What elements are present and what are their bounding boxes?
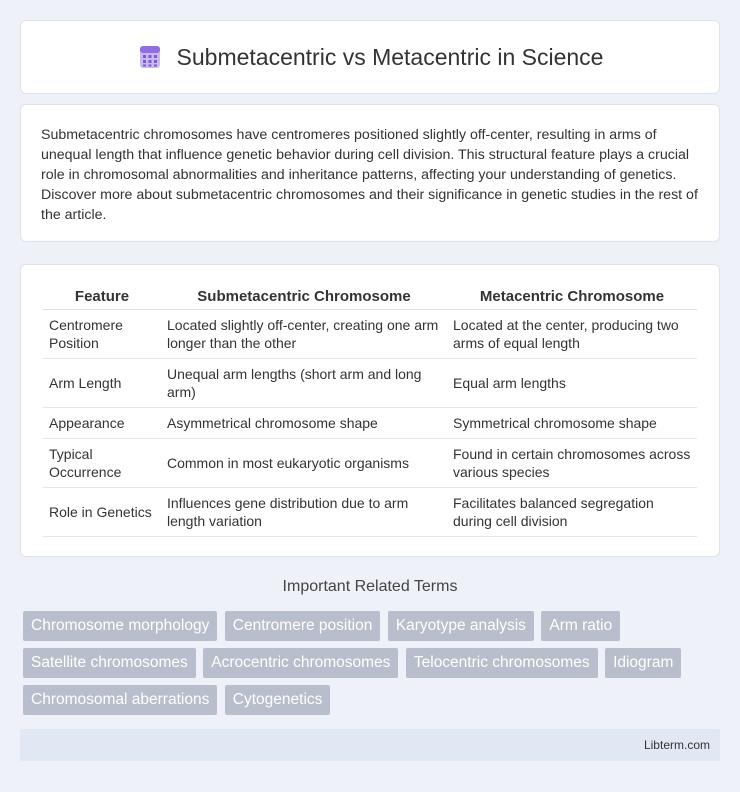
table-cell: Role in Genetics <box>43 487 161 536</box>
page-title: Submetacentric vs Metacentric in Science <box>176 43 604 70</box>
tag-idiogram[interactable]: Idiogram <box>605 648 681 678</box>
related-terms-tags <box>23 611 723 722</box>
tag-arm-ratio[interactable]: Arm ratio <box>541 611 620 641</box>
intro-text: Submetacentric chromosomes have centromeres positioned slightly off-center, resulting in arms of unequal length that influence genetic behavior during cell division. This structural feature plays a crucial role in chromosomal abnormalities and inheritance patterns, affecting your understanding of genetics. Discover more about submetacentric chromosomes and their significance in genetic studies in the rest of the article. <box>41 127 698 223</box>
table-cell: Influences gene distribution due to arm length variation <box>161 487 447 536</box>
tag-cytogenetics[interactable]: Cytogenetics <box>225 685 331 715</box>
footer <box>20 729 720 761</box>
tag-karyotype-analysis[interactable]: Karyotype analysis <box>388 611 534 641</box>
calculator-grid-icon <box>137 44 163 70</box>
table-row <box>43 309 697 358</box>
table-header-cell: Submetacentric Chromosome <box>161 285 447 309</box>
table-cell: Unequal arm lengths (short arm and long arm) <box>161 358 447 407</box>
table-row <box>43 438 697 487</box>
tag-satellite-chromosomes[interactable]: Satellite chromosomes <box>23 648 196 678</box>
tag-acrocentric-chromosomes[interactable]: Acrocentric chromosomes <box>203 648 398 678</box>
table-cell: Centromere Position <box>43 309 161 358</box>
footer-brand-link[interactable]: Libterm.com <box>643 738 710 752</box>
tag-chromosomal-aberrations[interactable]: Chromosomal aberrations <box>23 685 217 715</box>
header-card <box>20 20 720 94</box>
table-cell: Symmetrical chromosome shape <box>447 407 697 438</box>
table-row <box>43 487 697 536</box>
table-header-cell: Metacentric Chromosome <box>447 285 697 309</box>
table-cell: Located at the center, producing two arms of equal length <box>447 309 697 358</box>
table-cell: Asymmetrical chromosome shape <box>161 407 447 438</box>
table-cell: Located slightly off-center, creating one arm longer than the other <box>161 309 447 358</box>
related-terms-title: Important Related Terms <box>282 578 458 595</box>
table-cell: Typical Occurrence <box>43 438 161 487</box>
tag-telocentric-chromosomes[interactable]: Telocentric chromosomes <box>406 648 598 678</box>
comparison-table <box>43 285 697 537</box>
comparison-table-card <box>20 264 720 557</box>
table-cell: Equal arm lengths <box>447 358 697 407</box>
intro-card <box>20 104 720 242</box>
table-row <box>43 358 697 407</box>
table-cell: Found in certain chromosomes across various species <box>447 438 697 487</box>
table-cell: Facilitates balanced segregation during cell division <box>447 487 697 536</box>
table-cell: Arm Length <box>43 358 161 407</box>
tag-centromere-position[interactable]: Centromere position <box>225 611 381 641</box>
table-cell: Common in most eukaryotic organisms <box>161 438 447 487</box>
table-header-cell: Feature <box>43 285 161 309</box>
tag-chromosome-morphology[interactable]: Chromosome morphology <box>23 611 217 641</box>
table-header-row <box>43 285 697 309</box>
table-row <box>43 407 697 438</box>
table-cell: Appearance <box>43 407 161 438</box>
